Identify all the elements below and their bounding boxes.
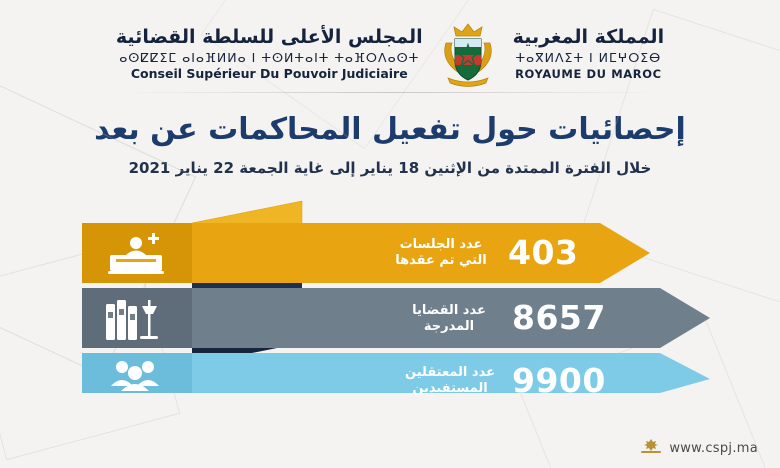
row-2-label	[394, 303, 504, 336]
kingdom-logo-block	[513, 27, 664, 80]
website-url[interactable]: www.cspj.ma	[669, 440, 758, 456]
row-2-label-line1: عدد القضايا	[412, 303, 486, 318]
chart-arrows	[0, 193, 780, 393]
row-2-value: 8657	[512, 298, 606, 337]
footer	[640, 438, 758, 458]
council-name-arabic: المجلس الأعلى للسلطة القضائية	[115, 25, 423, 48]
row-3-label	[392, 365, 508, 398]
statistics-chart	[0, 193, 780, 400]
council-logo-block	[116, 27, 423, 82]
row-3-label-line2: المستفيدين	[412, 381, 488, 397]
council-name-tifinagh: ⴰⵙⵇⵇⵉⵎ ⴰⵏⴰⴼⵍⵍⴰ ⵏ ⵜⵙⵍⵜⴰⵏⵜ ⵜⴰⴼⵔⴷⴰⵙⵜ	[119, 49, 420, 65]
row-1-label	[386, 237, 496, 270]
row-1-label-line2: التي تم عقدها	[395, 253, 487, 269]
cspj-logo-icon	[640, 438, 662, 458]
header-divider	[120, 92, 660, 93]
page-title: إحصائيات حول تفعيل المحاكمات عن بعد	[94, 112, 686, 147]
morocco-coat-of-arms-icon	[437, 21, 499, 87]
header	[0, 0, 780, 96]
row-3-value: 9900	[512, 361, 606, 400]
page-subtitle: خلال الفترة الممتدة من الإثنين 18 يناير إلى غاية الجمعة 22 يناير 2021	[128, 159, 652, 177]
kingdom-name-french: ROYAUME DU MAROC	[515, 66, 662, 81]
row-3-label-line1: عدد المعتقلين	[405, 365, 495, 380]
row-1-value: 403	[508, 233, 579, 272]
row-1-label-line1: عدد الجلسات	[399, 237, 483, 252]
kingdom-name-arabic: المملكة المغربية	[512, 26, 665, 49]
council-name-french: Conseil Supérieur Du Pouvoir Judiciaire	[130, 65, 408, 81]
row-2-label-line2: المدرجة	[423, 319, 475, 335]
case-files-icon	[106, 300, 158, 340]
kingdom-name-tifinagh: ⵜⴰⴳⵍⴷⵉⵜ ⵏ ⵍⵎⵖⵔⵉⴱ	[515, 50, 662, 66]
